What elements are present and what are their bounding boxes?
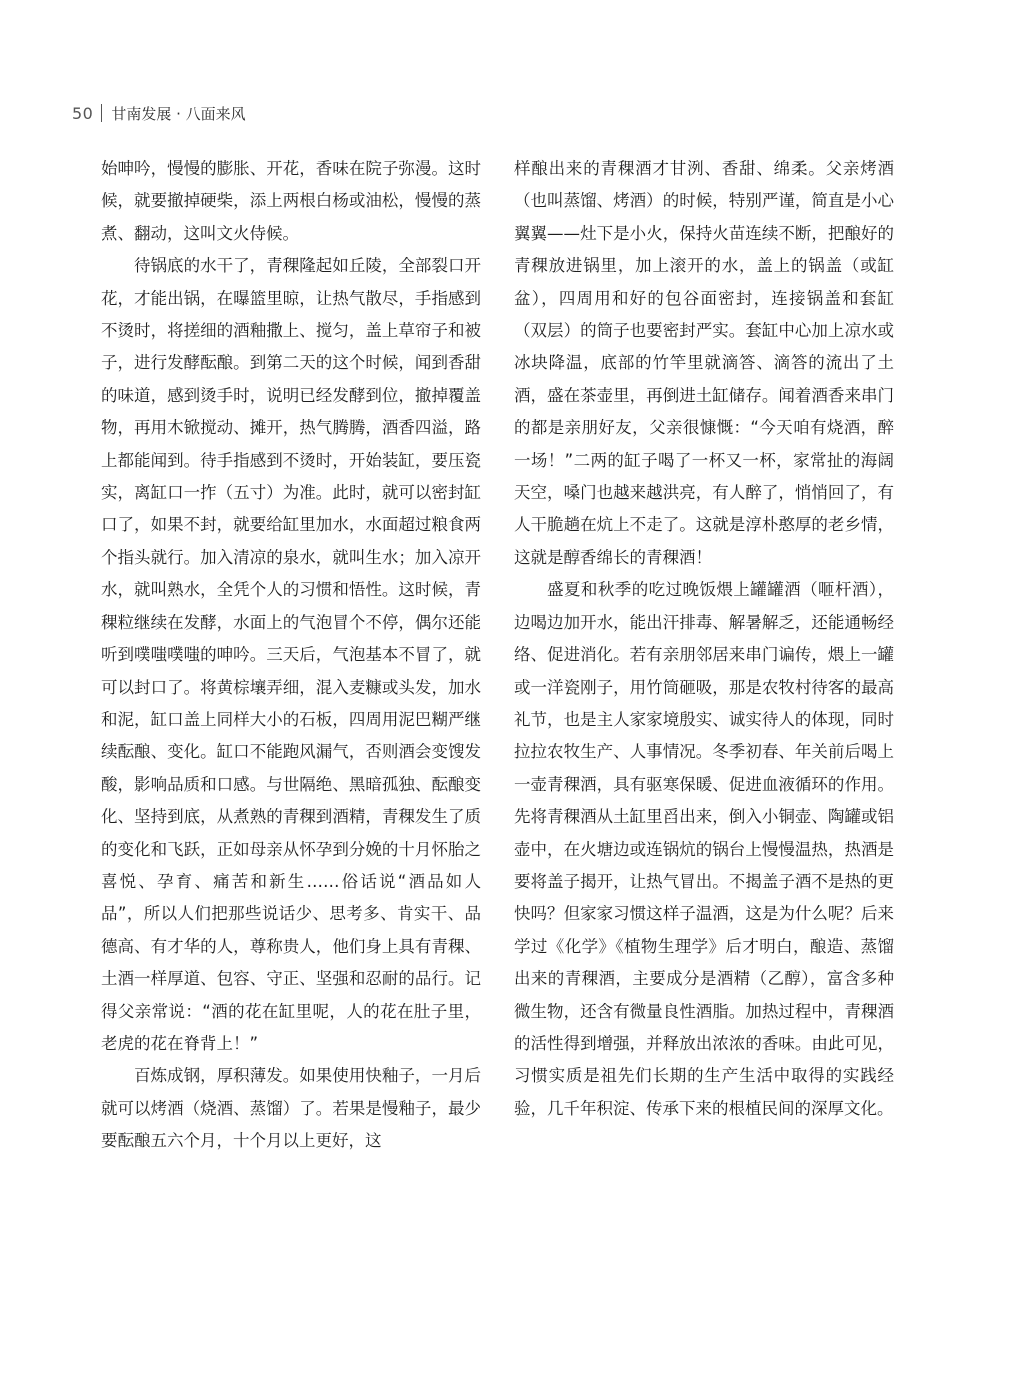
left-column [101,153,481,1158]
paragraph: 盛夏和秋季的吃过晚饭煨上罐罐酒（咂杆酒），边喝边加开水，能出汗排毒、解暑解乏，还能通畅经络、促进消化。若有亲朋邻居来串门谝传，煨上一罐或一洋瓷刚子，用竹筒砸吸，那是农牧村待客的最高礼节，也是主人家家境殷实、诚实待人的体现，同时拉拉农牧生产、人事情况。冬季初春、年关前后喝上一壶青稞酒，具有驱寒保暖、促进血液循环的作用。先将青稞酒从土缸里舀出来，倒入小铜壶、陶罐或铝壶中，在火塘边或连锅炕的锅台上慢慢温热，热酒是要将盖子揭开，让热气冒出。不揭盖子酒不是热的更快吗？但家家习惯这样子温酒，这是为什么呢？后来学过《化学》《植物生理学》后才明白，酿造、蒸馏出来的青稞酒，主要成分是酒精（乙醇），富含多种微生物，还含有微量良性酒脂。加热过程中，青稞酒的活性得到增强，并释放出浓浓的香味。由此可见，习惯实质是祖先们长期的生产生活中取得的实践经验，几千年积淀、传承下来的根植民间的深厚文化。 [514,580,894,1118]
paragraph: 百炼成钢，厚积薄发。如果使用快釉子，一月后就可以烤酒（烧酒、蒸馏）了。若果是慢釉子，最少要酝酿五六个月，十个月以上更好，这 [101,1066,481,1151]
page-number: 50 [72,103,94,123]
paragraph-continued: 始呻吟，慢慢的膨胀、开花，香味在院子弥漫。这时候，就要撤掉硬柴，添上两根白杨或油松，慢慢的蒸煮、翻动，这叫文火侍候。 [101,159,481,243]
paragraph-continued: 样酿出来的青稞酒才甘洌、香甜、绵柔。父亲烤酒（也叫蒸馏、烤酒）的时候，特别严谨，简直是小心翼翼——灶下是小火，保持火苗连续不断，把酿好的青稞放进锅里，加上滚开的水，盖上的锅盖（或缸盆），四周用和好的包谷面密封，连接锅盖和套缸（双层）的筒子也要密封严实。套缸中心加上凉水或冰块降温，底部的竹竿里就滴答、滴答的流出了土酒，盛在茶壶里，再倒进土缸储存。闻着酒香来串门的都是亲朋好友，父亲很慷慨：“今天咱有烧酒，醉一场！”二两的缸子喝了一杯又一杯，家常扯的海阔天空，嗓门也越来越洪亮，有人醉了，悄悄回了，有人干脆趟在炕上不走了。这就是淳朴憨厚的老乡情，这就是醇香绵长的青稞酒！ [514,159,894,567]
header-divider [101,104,102,122]
section-title: 甘南发展 · 八面来风 [111,104,246,123]
right-column [514,153,894,1125]
running-header [72,99,246,127]
paragraph: 待锅底的水干了，青稞隆起如丘陵，全部裂口开花，才能出锅，在曝篮里晾，让热气散尽，手指感到不烫时，将搓细的酒釉撒上、搅匀，盖上草帘子和被子，进行发酵酝酿。到第二天的这个时候，闻到香甜的味道，感到烫手时，说明已经发酵到位，撤掉覆盖物，再用木锨搅动、摊开，热气腾腾，酒香四溢，路上都能闻到。待手指感到不烫时，开始装缸，要压瓷实，离缸口一拃（五寸）为准。此时，就可以密封缸口了，如果不封，就要给缸里加水，水面超过粮食两个指头就行。加入清凉的泉水，就叫生水；加入凉开水，就叫熟水，全凭个人的习惯和悟性。这时候，青稞粒继续在发酵，水面上的气泡冒个不停，偶尔还能听到噗嗤噗嗤的呻吟。三天后，气泡基本不冒了，就可以封口了。将黄棕壤弄细，混入麦糠或头发，加水和泥，缸口盖上同样大小的石板，四周用泥巴糊严继续酝酿、变化。缸口不能跑风漏气，否则酒会变馊发酸，影响品质和口感。与世隔绝、黑暗孤独、酝酿变化、坚持到底，从煮熟的青稞到酒精，青稞发生了质的变化和飞跃，正如母亲从怀孕到分娩的十月怀胎之喜悦、孕育、痛苦和新生……俗话说“酒品如人品”，所以人们把那些说话少、思考多、肯实干、品德高、有才华的人，尊称贵人，他们身上具有青稞、土酒一样厚道、包容、守正、坚强和忍耐的品行。记得父亲常说：“酒的花在缸里呢，人的花在肚子里，老虎的花在脊背上！” [101,256,481,1053]
